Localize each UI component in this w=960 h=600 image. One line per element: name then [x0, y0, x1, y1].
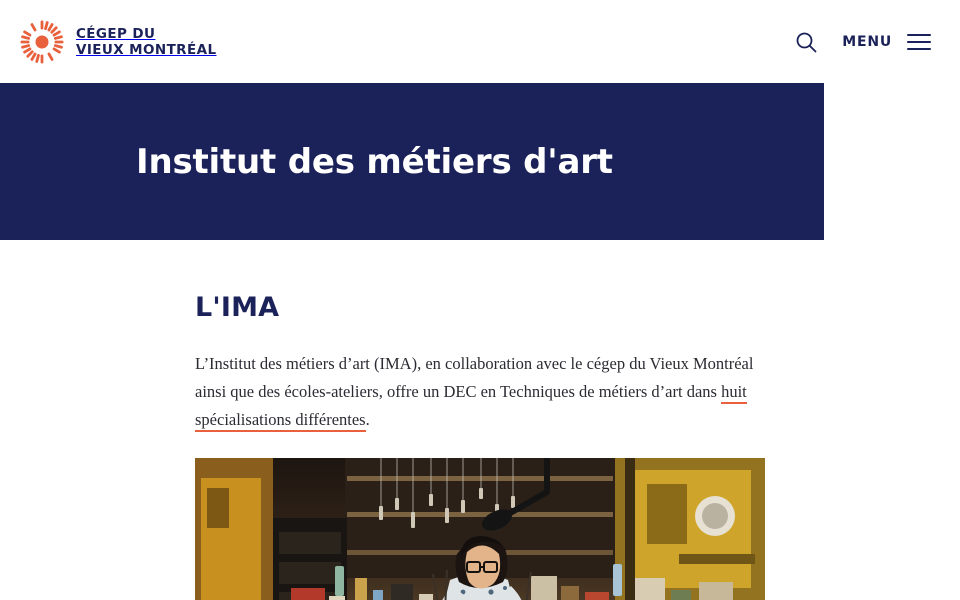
menu-label: MENU — [842, 33, 892, 50]
main-content — [0, 240, 960, 600]
specialisations-link[interactable]: huit spécialisations différentes — [195, 382, 747, 432]
logo-line-2: VIEUX MONTRÉAL — [76, 41, 217, 58]
logo-line-1: CÉGEP DU — [76, 25, 156, 42]
cegep-sun-logo-icon — [20, 20, 64, 64]
section-heading: L'IMA — [195, 292, 280, 323]
logo-wordmark — [76, 26, 216, 58]
paragraph-part-2: . — [365, 410, 370, 429]
hamburger-menu-icon — [907, 34, 931, 50]
site-header — [0, 0, 960, 83]
site-logo[interactable] — [20, 20, 216, 64]
intro-paragraph — [195, 350, 765, 434]
search-icon[interactable] — [792, 28, 820, 56]
header-actions — [792, 28, 931, 56]
page-title: Institut des métiers d'art — [136, 141, 613, 182]
page-hero-banner — [0, 83, 824, 240]
menu-button[interactable] — [842, 34, 931, 50]
atelier-metiers-art-photo — [195, 458, 765, 600]
paragraph-part-1: L’Institut des métiers d’art (IMA), en collaboration avec le cégep du Vieux Montréal ainsi que des écoles-ateliers, offre un DEC en Techniques de métiers d’art dans — [195, 354, 754, 401]
